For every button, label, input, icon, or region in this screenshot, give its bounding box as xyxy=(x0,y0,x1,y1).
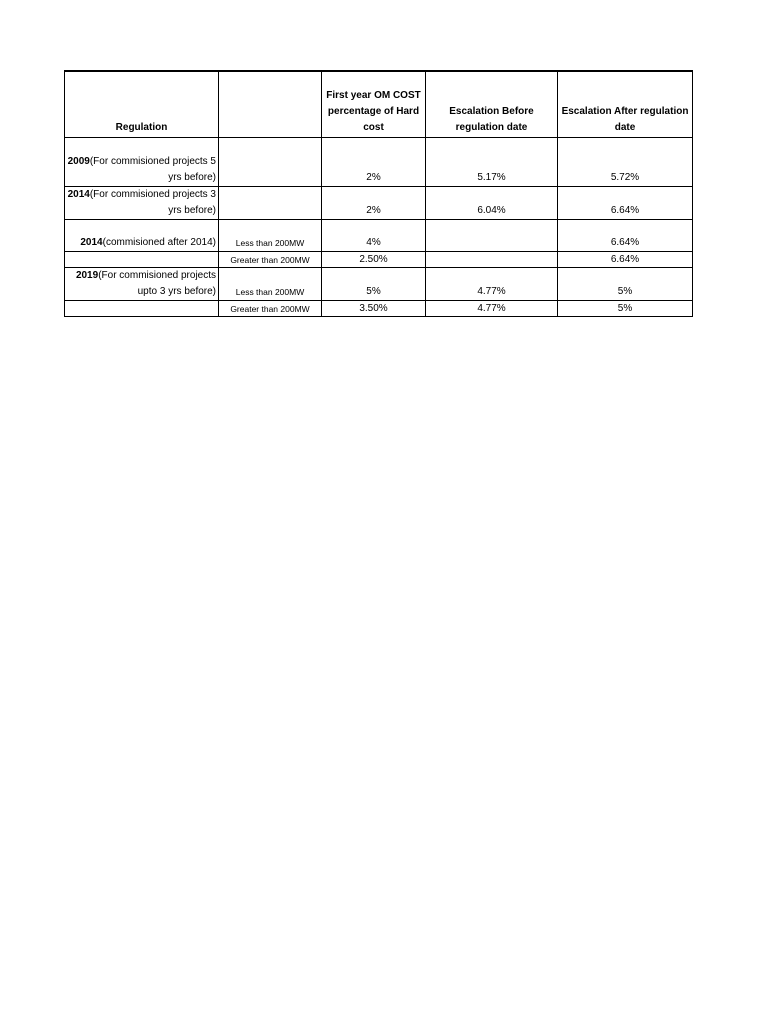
escalation-before-cell xyxy=(426,220,558,252)
header-capacity xyxy=(219,71,322,138)
first-year-om-cell: 5% xyxy=(322,268,426,301)
header-escalation-after: Escalation After regulation date xyxy=(558,71,693,138)
escalation-after-cell: 5.72% xyxy=(558,138,693,187)
escalation-after-cell: 6.64% xyxy=(558,187,693,220)
regulation-description: (For commisioned projects upto 3 yrs before) xyxy=(98,270,216,297)
header-row xyxy=(65,71,693,138)
regulation-description: (commisioned after 2014) xyxy=(102,237,216,248)
escalation-before-cell xyxy=(426,252,558,268)
table-row xyxy=(65,220,693,252)
first-year-om-cell: 2.50% xyxy=(322,252,426,268)
escalation-before-cell: 5.17% xyxy=(426,138,558,187)
regulation-cell xyxy=(65,220,219,252)
table-row xyxy=(65,187,693,220)
table-row xyxy=(65,138,693,187)
capacity-cell: Less than 200MW xyxy=(219,268,322,301)
regulation-cell xyxy=(65,138,219,187)
capacity-cell: Greater than 200MW xyxy=(219,301,322,317)
regulation-description: (For commisioned projects 3 yrs before) xyxy=(89,189,216,216)
table-row xyxy=(65,252,693,268)
regulation-cell xyxy=(65,187,219,220)
regulation-year: 2019 xyxy=(75,270,99,281)
header-first-year-om-cost: First year OM COST percentage of Hard cost xyxy=(322,71,426,138)
regulation-year: 2014 xyxy=(80,237,103,248)
regulation-cell xyxy=(65,252,219,268)
escalation-after-cell: 5% xyxy=(558,268,693,301)
capacity-cell: Less than 200MW xyxy=(219,220,322,252)
first-year-om-cell: 4% xyxy=(322,220,426,252)
escalation-before-cell: 4.77% xyxy=(426,268,558,301)
escalation-after-cell: 6.64% xyxy=(558,220,693,252)
table-row xyxy=(65,301,693,317)
first-year-om-cell: 2% xyxy=(322,138,426,187)
regulation-description: (For commisioned projects 5 yrs before) xyxy=(89,156,216,183)
regulation-year: 2014 xyxy=(67,189,90,200)
header-regulation: Regulation xyxy=(65,71,219,138)
regulation-year: 2009 xyxy=(67,156,90,167)
regulation-cell xyxy=(65,301,219,317)
regulation-cell xyxy=(65,268,219,301)
escalation-after-cell: 5% xyxy=(558,301,693,317)
capacity-cell xyxy=(219,138,322,187)
regulation-om-cost-table xyxy=(64,70,693,317)
first-year-om-cell: 2% xyxy=(322,187,426,220)
table-row xyxy=(65,268,693,301)
first-year-om-cell: 3.50% xyxy=(322,301,426,317)
capacity-cell xyxy=(219,187,322,220)
escalation-before-cell: 6.04% xyxy=(426,187,558,220)
escalation-before-cell: 4.77% xyxy=(426,301,558,317)
capacity-cell: Greater than 200MW xyxy=(219,252,322,268)
header-escalation-before: Escalation Before regulation date xyxy=(426,71,558,138)
escalation-after-cell: 6.64% xyxy=(558,252,693,268)
